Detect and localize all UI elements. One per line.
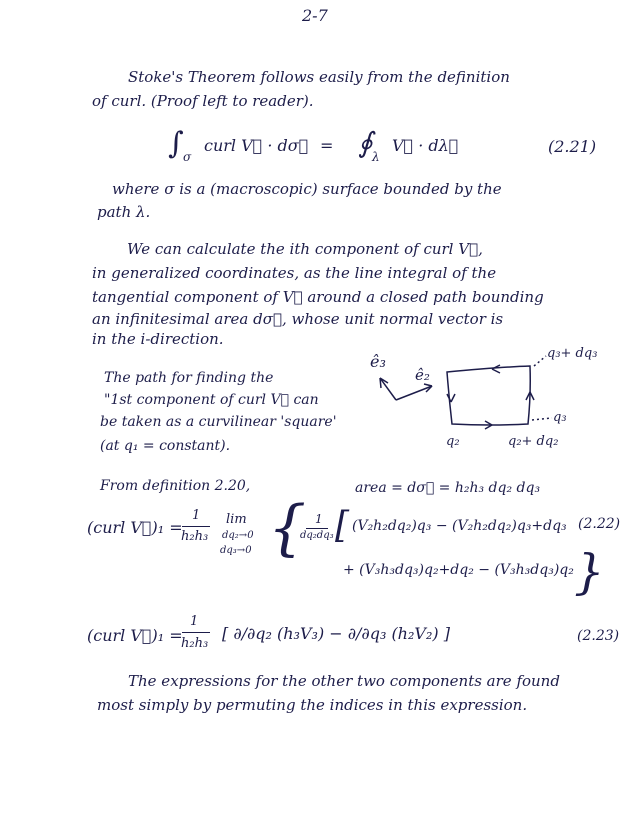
para-line-1: We can calculate the ith component of curl V⃗,: [127, 240, 483, 258]
eq-2-22-row-1: (V₂h₂dq₂)q₃ − (V₂h₂dq₂)q₃+dq₃: [352, 518, 567, 534]
eq-2-22-frac2-bar: [306, 528, 328, 529]
page-number: 2-7: [302, 6, 328, 25]
eq-2-22-left-brace: {: [268, 493, 307, 563]
path-text-line-3: be taken as a curvilinear 'square': [100, 414, 337, 430]
closing-line-1: The expressions for the other two components are found: [128, 672, 560, 690]
e2-arrowhead: [424, 384, 432, 392]
e3-arrowhead: [380, 378, 388, 388]
eq-2-23-number: (2.23): [577, 628, 620, 644]
q3-dq3-label: q₃+ dq₃: [547, 346, 598, 361]
e3-label: ê₃: [370, 352, 386, 371]
intro-line-2: of curl. (Proof left to reader).: [92, 92, 314, 110]
eq-2-22-frac1-bar: [182, 526, 210, 527]
bottom-arrow: [485, 421, 492, 429]
area-expression: area = dσ⃗ = h₂h₃ dq₂ dq₃: [355, 480, 541, 496]
intro-line-1: Stoke's Theorem follows easily from the definition: [128, 68, 510, 86]
right-arrow: [526, 392, 534, 400]
eq-2-23-frac-bar: [182, 632, 210, 633]
surface-integral-sign: ∫: [168, 126, 184, 161]
eq-2-22-row-2: + (V₃h₃dq₃)q₂+dq₂ − (V₃h₃dq₃)q₂: [343, 562, 574, 578]
closing-line-2: most simply by permuting the indices in this expression.: [97, 696, 528, 714]
eq-2-22-lim-a: dq₂→0: [222, 530, 254, 541]
eq-2-22-right-brace: }: [574, 544, 605, 600]
eq-2-21-rhs-subscript: λ: [372, 150, 380, 164]
eq-2-22-frac1-num: 1: [192, 508, 201, 523]
eq-2-23-lhs: (curl V⃗)₁ =: [87, 626, 183, 645]
line-integral-sign: ∮: [358, 126, 373, 159]
left-arrow: [447, 394, 455, 402]
path-text-line-1: The path for finding the: [104, 370, 274, 386]
eq-2-22-frac2-den: dq₂dq₃: [300, 530, 334, 541]
path-text-line-2: "1st component of curl V⃗ can: [104, 392, 319, 408]
top-arrow: [492, 365, 500, 373]
eq-2-21-equals: =: [320, 136, 334, 155]
q2-label: q₂: [446, 434, 460, 449]
para-line-3: tangential component of V⃗ around a closed path bounding: [92, 288, 544, 306]
eq-2-22-left-bracket: [: [335, 505, 350, 546]
eq-2-22-frac1-den: h₂h₃: [181, 529, 209, 544]
eq-2-21-rhs: V⃗ · dλ⃗: [392, 136, 459, 155]
eq-2-23-frac-num: 1: [190, 614, 199, 629]
e2-label: ê₂: [415, 366, 430, 384]
eq-2-22-number: (2.22): [578, 516, 621, 532]
eq-2-21-number: (2.21): [548, 137, 597, 156]
eq-2-22-lhs: (curl V⃗)₁ =: [87, 518, 183, 537]
leader-q3dq3: [534, 356, 546, 366]
eq-2-22-frac2-num: 1: [315, 512, 323, 526]
where-line-2: path λ.: [97, 203, 151, 221]
eq-2-23-frac-den: h₂h₃: [181, 636, 209, 651]
para-line-5: in the i-direction.: [92, 330, 224, 348]
eq-2-21-lhs: curl V⃗ · dσ⃗: [204, 136, 309, 155]
eq-2-22-lim-b: dq₃→0: [220, 545, 252, 556]
eq-2-21-lhs-subscript: σ: [183, 150, 192, 164]
para-line-4: an infinitesimal area dσ⃗, whose unit normal vector is: [92, 310, 504, 328]
eq-2-23-body: [ ∂/∂q₂ (h₃V₃) − ∂/∂q₃ (h₂V₂) ]: [222, 624, 450, 643]
para-line-2: in generalized coordinates, as the line integral of the: [92, 264, 497, 282]
leader-q3: [532, 418, 552, 420]
path-text-line-4: (at q₁ = constant).: [100, 438, 231, 454]
eq-2-22-lim: lim: [226, 512, 247, 527]
where-line-1: where σ is a (macroscopic) surface bounded by the: [112, 180, 502, 198]
e2-arrow: [396, 386, 432, 400]
e3-arrow: [380, 378, 396, 400]
q3-label: q₃: [553, 410, 567, 425]
from-definition: From definition 2.20,: [100, 478, 251, 494]
q2-dq2-label: q₂+ dq₂: [508, 434, 559, 449]
path-square: [447, 366, 530, 425]
